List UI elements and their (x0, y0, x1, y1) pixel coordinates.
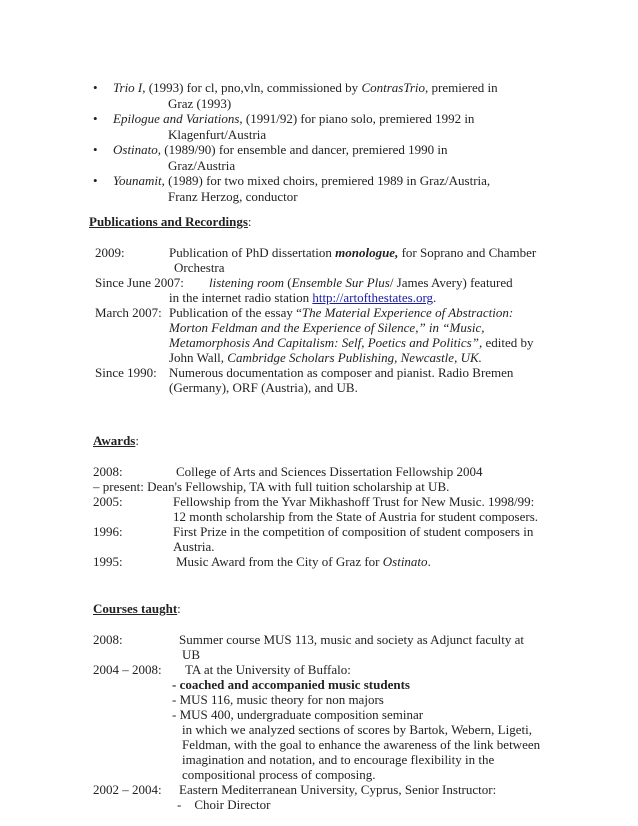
award-text-cont: Austria. (173, 539, 215, 554)
work-item: Ostinato, (1989/90) for ensemble and dancer, premiered 1990 in (113, 142, 448, 157)
award-date: 2008: (93, 464, 123, 479)
publications-heading: Publications and Recordings: (89, 214, 252, 229)
work-item: Trio I, (1993) for cl, pno,vln, commissioned by ContrasTrio, premiered in (113, 80, 498, 95)
award-date: 2005: (93, 494, 123, 509)
award-text: Music Award from the City of Graz for Ostinato. (176, 554, 431, 569)
work-item-cont: Graz/Austria (168, 158, 236, 173)
award-date: 1996: (93, 524, 123, 539)
award-text: Fellowship from the Yvar Mikhashoff Trust for New Music. 1998/99: (173, 494, 535, 509)
pub-text-cont: Morton Feldman and the Experience of Silence,” in “Music, (169, 320, 485, 335)
course-text-cont: Feldman, with the goal to enhance the awareness of the link between (182, 737, 541, 752)
bullet: • (93, 111, 98, 126)
course-date: 2002 – 2004: (93, 782, 162, 797)
work-item-cont: Graz (1993) (168, 96, 232, 111)
course-item: - Choir Director (177, 797, 271, 812)
bullet: • (93, 173, 98, 188)
pub-text-cont: in the internet radio station http://artofthestates.org. (169, 290, 437, 305)
pub-date: Since 1990: (95, 365, 157, 380)
course-text: Summer course MUS 113, music and society as Adjunct faculty at (179, 632, 525, 647)
course-text: Eastern Mediterranean University, Cyprus, Senior Instructor: (179, 782, 497, 797)
course-text-cont: UB (182, 647, 201, 662)
course-text-cont: compositional process of composing. (182, 767, 376, 782)
pub-text-cont: Orchestra (174, 260, 225, 275)
course-item: - MUS 116, music theory for non majors (172, 692, 384, 707)
pub-text: Numerous documentation as composer and pianist. Radio Bremen (169, 365, 514, 380)
pub-text: Publication of PhD dissertation monologue, for Soprano and Chamber (169, 245, 537, 260)
award-date: 1995: (93, 554, 123, 569)
radio-station-link[interactable]: http://artofthestates.org (312, 290, 434, 305)
pub-text: Publication of the essay “The Material Experience of Abstraction: (169, 305, 514, 320)
bullet: • (93, 80, 98, 95)
course-date: 2008: (93, 632, 123, 647)
course-text-cont: imagination and notation, and to encourage flexibility in the (182, 752, 495, 767)
award-text-cont: 12 month scholarship from the State of Austria for student composers. (173, 509, 539, 524)
course-text-cont: in which we analyzed sections of scores by Bartok, Webern, Ligeti, (182, 722, 532, 737)
work-item: Epilogue and Variations, (1991/92) for piano solo, premiered 1992 in (113, 111, 475, 126)
pub-text-cont: Metamorphosis And Capitalism: Self, Poetics and Politics”, edited by (169, 335, 534, 350)
pub-text: listening room (Ensemble Sur Plus/ James Avery) featured (209, 275, 513, 290)
courses-heading: Courses taught: (93, 601, 181, 616)
course-item: - coached and accompanied music students (172, 677, 410, 692)
award-text-cont: – present: Dean's Fellowship, TA with full tuition scholarship at UB. (93, 479, 450, 494)
awards-heading: Awards: (93, 433, 139, 448)
pub-date: Since June 2007: (95, 275, 184, 290)
course-item: - MUS 400, undergraduate composition seminar (172, 707, 424, 722)
work-item-cont: Klagenfurt/Austria (168, 127, 267, 142)
course-date: 2004 – 2008: (93, 662, 162, 677)
work-item: Younamit, (1989) for two mixed choirs, premiered 1989 in Graz/Austria, (113, 173, 491, 188)
pub-date: 2009: (95, 245, 125, 260)
award-text: College of Arts and Sciences Dissertation Fellowship 2004 (176, 464, 483, 479)
pub-text-cont: John Wall, Cambridge Scholars Publishing, Newcastle, UK. (169, 350, 482, 365)
course-text: TA at the University of Buffalo: (185, 662, 351, 677)
pub-text-cont: (Germany), ORF (Austria), and UB. (169, 380, 358, 395)
work-item-cont: Franz Herzog, conductor (168, 189, 298, 204)
bullet: • (93, 142, 98, 157)
pub-date: March 2007: (95, 305, 162, 320)
award-text: First Prize in the competition of composition of student composers in (173, 524, 534, 539)
